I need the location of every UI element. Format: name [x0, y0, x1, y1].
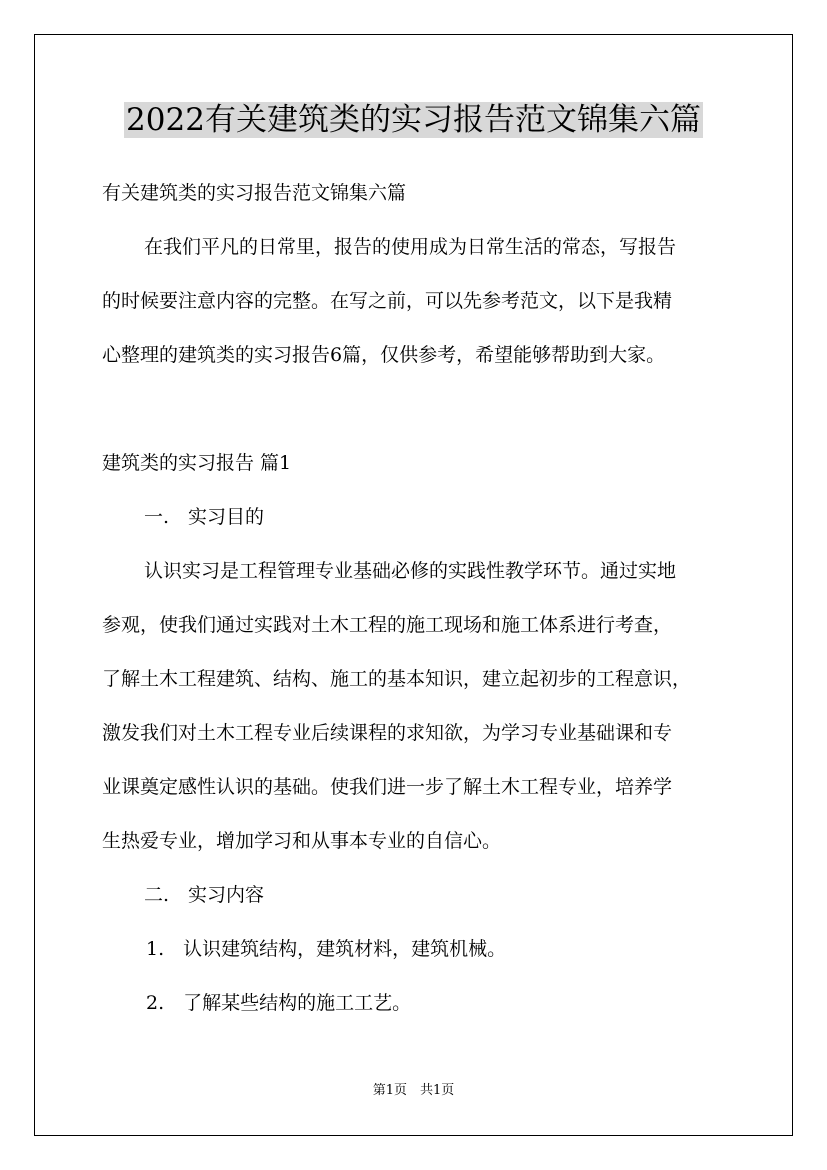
document-title: 2022有关建筑类的实习报告范文锦集六篇: [126, 102, 701, 138]
body-line-4: 激发我们对土木工程专业后续课程的求知欲，为学习专业基础课和专: [102, 722, 673, 744]
intro-line-1: 在我们平凡的日常里，报告的使用成为日常生活的常态，写报告: [144, 236, 677, 258]
intro-line-3: 心整理的建筑类的实习报告6篇，仅供参考，希望能够帮助到大家。: [102, 344, 666, 366]
body-line-1: 认识实习是工程管理专业基础必修的实践性教学环节。通过实地: [144, 560, 677, 582]
body-line-5: 业课奠定感性认识的基础。使我们进一步了解土木工程专业，培养学: [102, 776, 673, 798]
page-footer: 第1页 共1页: [372, 1083, 455, 1098]
body-line-6: 生热爱专业，增加学习和从事本专业的自信心。: [102, 830, 502, 852]
subtitle-line: 有关建筑类的实习报告范文锦集六篇: [102, 182, 407, 204]
subheading-content: 二. 实习内容: [144, 884, 265, 906]
body-line-2: 参观，使我们通过实践对土木工程的施工现场和施工体系进行考查，: [102, 614, 673, 636]
list-item-2: 2. 了解某些结构的施工工艺。: [146, 992, 412, 1014]
section-heading: 建筑类的实习报告 篇1: [102, 452, 292, 474]
list-item-1: 1. 认识建筑结构，建筑材料，建筑机械。: [146, 938, 507, 960]
body-line-3: 了解土木工程建筑、结构、施工的基本知识，建立起初步的工程意识，: [102, 668, 692, 690]
intro-line-2: 的时候要注意内容的完整。在写之前，可以先参考范文，以下是我精: [102, 290, 673, 312]
subheading-purpose: 一. 实习目的: [144, 506, 265, 528]
